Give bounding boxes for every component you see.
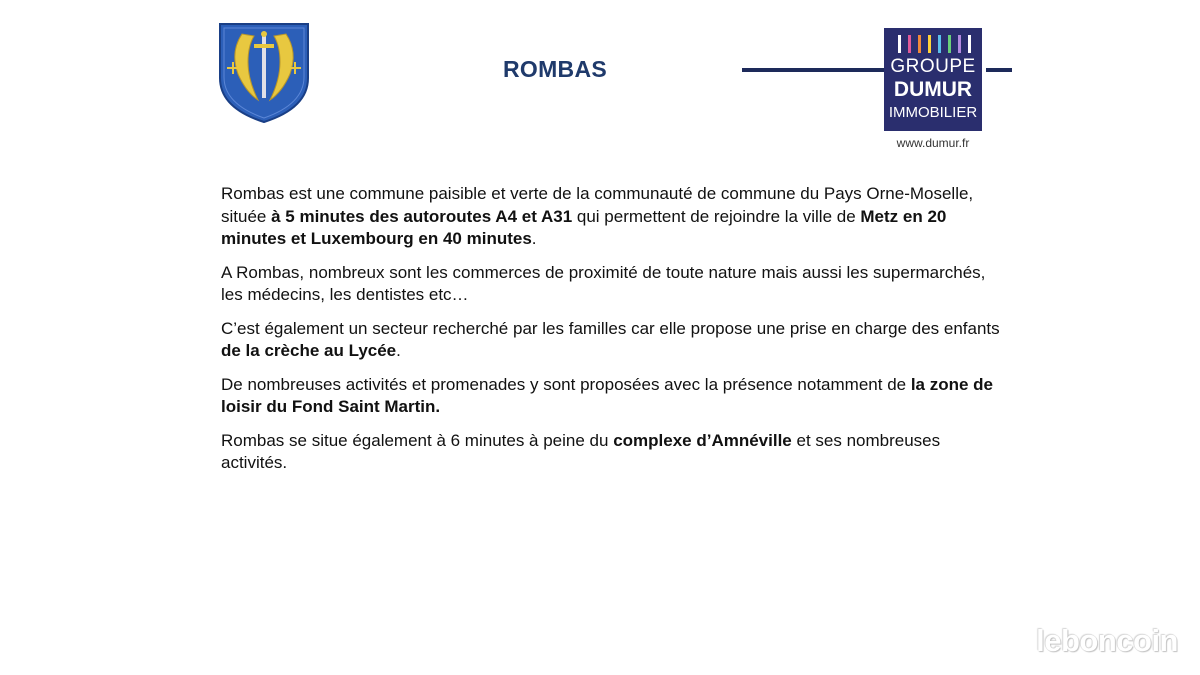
bold-text: Metz en 20 minutes et Luxembourg en 40 minutes	[221, 206, 947, 248]
logo-text-groupe: GROUPE	[890, 56, 976, 77]
logo-color-bar	[938, 35, 941, 53]
logo-color-bar	[968, 35, 971, 53]
text-run: De nombreuses activités et promenades y sont proposées avec la présence notamment de	[221, 374, 911, 394]
paragraph	[221, 262, 1001, 307]
logo-color-bar	[918, 35, 921, 53]
logo-color-bar	[908, 35, 911, 53]
logo-text-immobilier: IMMOBILIER	[888, 104, 978, 121]
company-logo	[742, 28, 1012, 158]
text-run: Rombas se situe également à 6 minutes à peine du	[221, 430, 614, 450]
text-run: C’est également un secteur recherché par les familles car elle propose une prise en charge des enfants	[221, 318, 1000, 338]
logo-text-dumur: DUMUR	[893, 78, 973, 101]
bold-text: complexe d’Amnéville	[613, 430, 792, 450]
logo-color-bar	[948, 35, 951, 53]
bold-text: de la crèche au Lycée	[221, 341, 397, 360]
logo-color-bar	[928, 35, 931, 53]
paragraph	[221, 183, 1001, 251]
text-run: et ses nombreuses activités.	[221, 430, 941, 472]
text-run: Rombas est une commune paisible et verte de la communauté de commune du Pays Orne-Moselle, située	[221, 184, 974, 226]
logo-box	[884, 28, 982, 131]
bold-text: à 5 minutes des autoroutes A4 et A31	[271, 206, 573, 226]
paragraph	[221, 318, 1001, 363]
bold-text: la zone de loisir du Fond Saint Martin.	[221, 374, 994, 416]
text-run: A Rombas, nombreux sont les commerces de proximité de toute nature mais aussi les supermarchés, les médecins, les dentistes etc…	[221, 262, 986, 304]
watermark: leboncoin	[1036, 623, 1178, 658]
page-title: ROMBAS	[502, 56, 608, 82]
text-run: .	[531, 229, 537, 248]
coat-of-arms-icon	[218, 22, 310, 124]
logo-color-bar	[958, 35, 961, 53]
logo-divider-line	[986, 68, 1012, 72]
text-run: qui permettent de rejoindre la ville de	[572, 206, 861, 226]
paragraph	[221, 374, 1001, 419]
logo-color-bars	[892, 35, 976, 53]
logo-divider-line	[742, 68, 884, 72]
text-run: .	[396, 341, 401, 360]
logo-color-bar	[898, 35, 901, 53]
paragraph	[221, 430, 1001, 475]
logo-url: www.dumur.fr	[896, 136, 970, 150]
description-body	[221, 183, 1001, 486]
